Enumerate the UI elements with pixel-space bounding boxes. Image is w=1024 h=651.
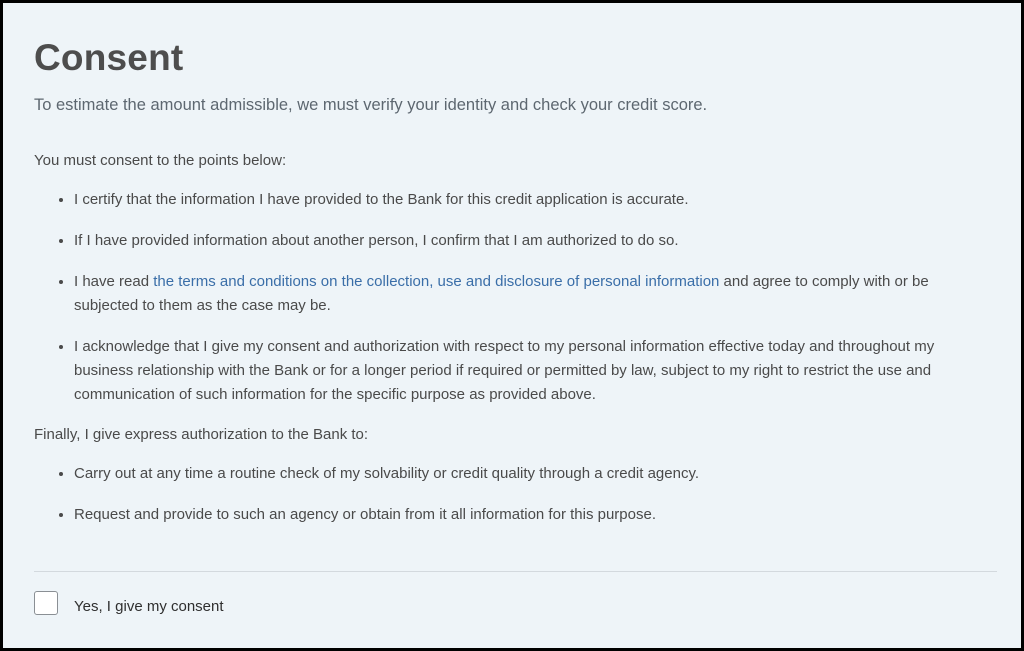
list-item: • I acknowledge that I give my consent and authorization with respect to my personal information effective today and throughout my business relationship with the Bank or for a longer period if required or permitted by law, subject to my right to restrict the use and communication of such information for the specific purpose as provided above.: [74, 334, 994, 407]
list-item: • I certify that the information I have provided to the Bank for this credit application is accurate.: [74, 187, 994, 212]
terms-and-conditions-link[interactable]: the terms and conditions on the collection, use and disclosure of personal information: [153, 273, 720, 290]
section1-list: [34, 187, 994, 407]
list-item: [74, 269, 994, 318]
page-subtitle: To estimate the amount admissible, we must verify your identity and check your credit score.: [34, 96, 708, 114]
consent-panel: [3, 3, 1021, 648]
list-item: • If I have provided information about another person, I confirm that I am authorized to do so.: [74, 228, 994, 253]
list-item-text-before: I have read: [74, 273, 154, 290]
list-item-text-after: and agree to comply with or be subjected to them as the case may be.: [74, 273, 929, 314]
consent-checkbox-label[interactable]: Yes, I give my consent: [74, 598, 224, 615]
consent-body: [34, 149, 994, 543]
divider: [34, 571, 997, 572]
section2-list: [34, 461, 994, 527]
section1-intro: You must consent to the points below:: [34, 152, 287, 169]
list-item: • Carry out at any time a routine check of my solvability or credit quality through a credit agency.: [74, 461, 994, 486]
section2-intro: Finally, I give express authorization to the Bank to:: [34, 426, 369, 443]
consent-checkbox[interactable]: [34, 591, 58, 615]
list-item: • Request and provide to such an agency or obtain from it all information for this purpose.: [74, 502, 994, 527]
page-title: Consent: [34, 37, 184, 78]
consent-checkbox-row[interactable]: [34, 590, 224, 615]
